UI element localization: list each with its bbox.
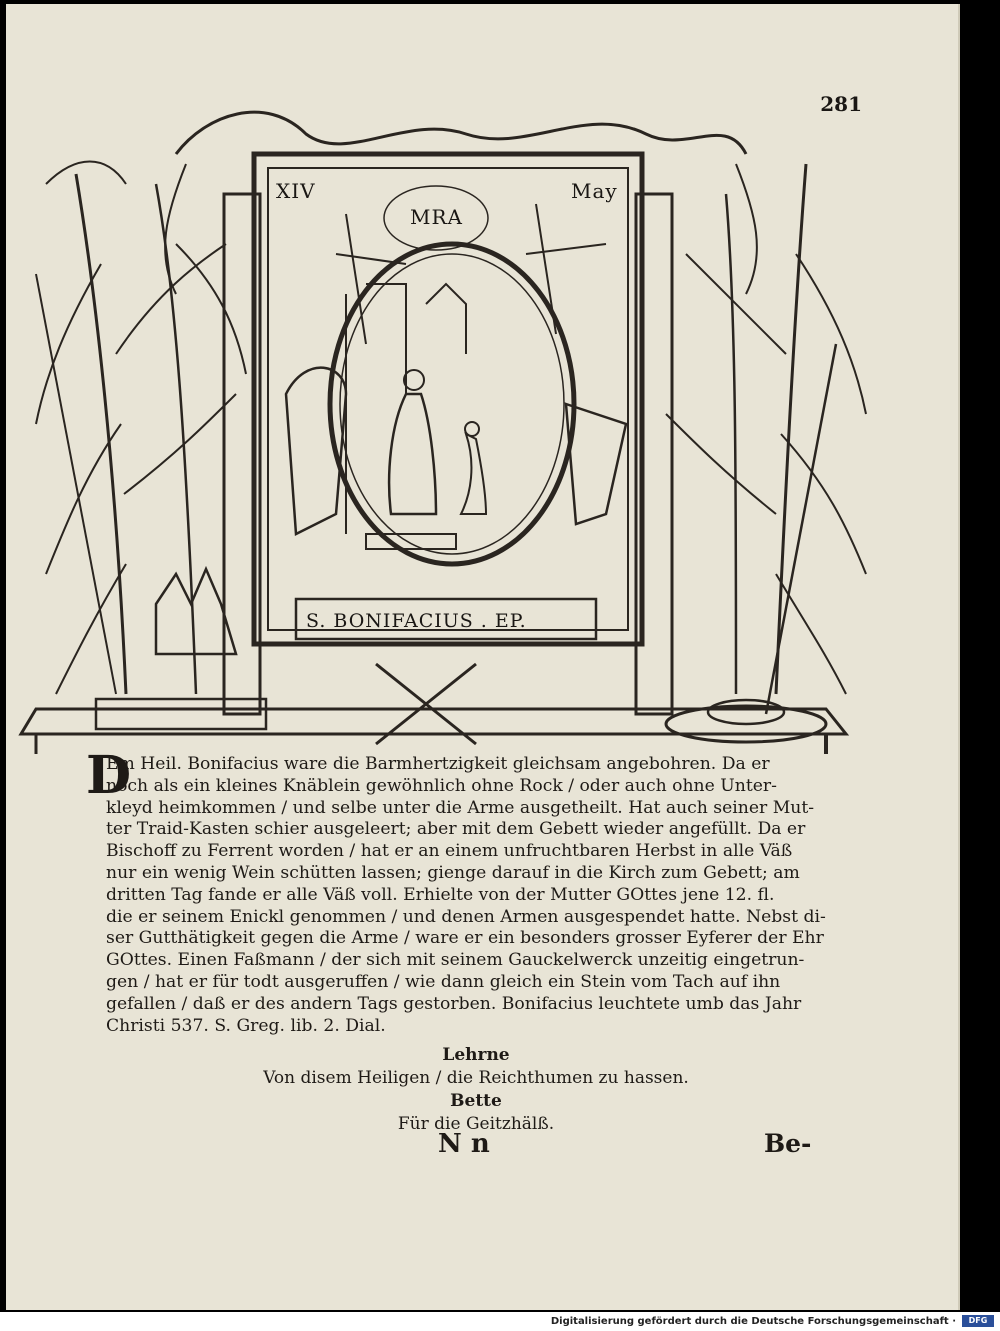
body-line: noch als ein kleines Knäblein gewöhnlich ohne Rock / oder auch ohne Unter- (106, 775, 777, 796)
engraving-illustration (6, 94, 958, 754)
lehrne-text: Von disem Heiligen / die Reichthumen zu hassen. (263, 1068, 689, 1088)
body-line: dritten Tag fande er alle Väß voll. Erhielte von der Mutter GOttes jene 12. fl. (106, 884, 775, 905)
plate-day-label: XIV (276, 179, 316, 203)
body-line: die er seinem Enickl genommen / und denen Armen ausgespendet hatte. Nebst di- (106, 906, 826, 927)
scanned-page (6, 4, 960, 1310)
plate-monogram: MRA (410, 205, 463, 229)
plate-month-label: May (571, 179, 618, 203)
page-number: 281 (820, 92, 862, 116)
bette-text: Für die Geitzhälß. (397, 1114, 555, 1134)
signature-mark: N n (438, 1129, 490, 1159)
body-line: Em Heil. Bonifacius ware die Barmhertzigkeit gleichsam angebohren. Da er (106, 754, 770, 774)
bette-heading: Bette (450, 1091, 502, 1111)
body-line: kleyd heimkommen / und selbe unter die Arme ausgetheilt. Hat auch seiner Mut- (106, 797, 815, 818)
plate-banner-text: S. BONIFACIUS . EP. (306, 610, 527, 632)
body-line: ter Traid-Kasten schier ausgeleert; aber mit dem Gebett wieder angefüllt. Da er (106, 819, 806, 840)
catchword: Be- (764, 1129, 812, 1158)
body-line: Bischoff zu Ferrent worden / hat er an einem unfruchtbaren Herbst in alle Väß (106, 841, 793, 862)
body-line: gefallen / daß er des andern Tags gestorben. Bonifacius leuchtete umb das Jahr (106, 993, 802, 1014)
body-line: gen / hat er für todt ausgeruffen / wie dann gleich ein Stein vom Tach auf ihn (106, 971, 781, 992)
lehrne-heading: Lehrne (442, 1045, 510, 1065)
dfg-logo: DFG (962, 1315, 994, 1327)
body-line: ser Gutthätigkeit gegen die Arme / ware er ein besonders grosser Eyferer der Ehr (106, 928, 824, 949)
body-text (86, 745, 846, 1037)
footer-credit: Digitalisierung gefördert durch die Deutsche Forschungsgemeinschaft · (550, 1316, 956, 1327)
digitization-footer (0, 1312, 1000, 1331)
drop-cap: D (86, 745, 132, 806)
body-line: Christi 537. S. Greg. lib. 2. Dial. (106, 1015, 386, 1036)
body-line: GOttes. Einen Faßmann / der sich mit seinem Gauckelwerck unzeitig eingetrun- (106, 950, 805, 971)
body-line: nur ein wenig Wein schütten lassen; gienge darauf in die Kirch zum Gebett; am (106, 862, 800, 883)
